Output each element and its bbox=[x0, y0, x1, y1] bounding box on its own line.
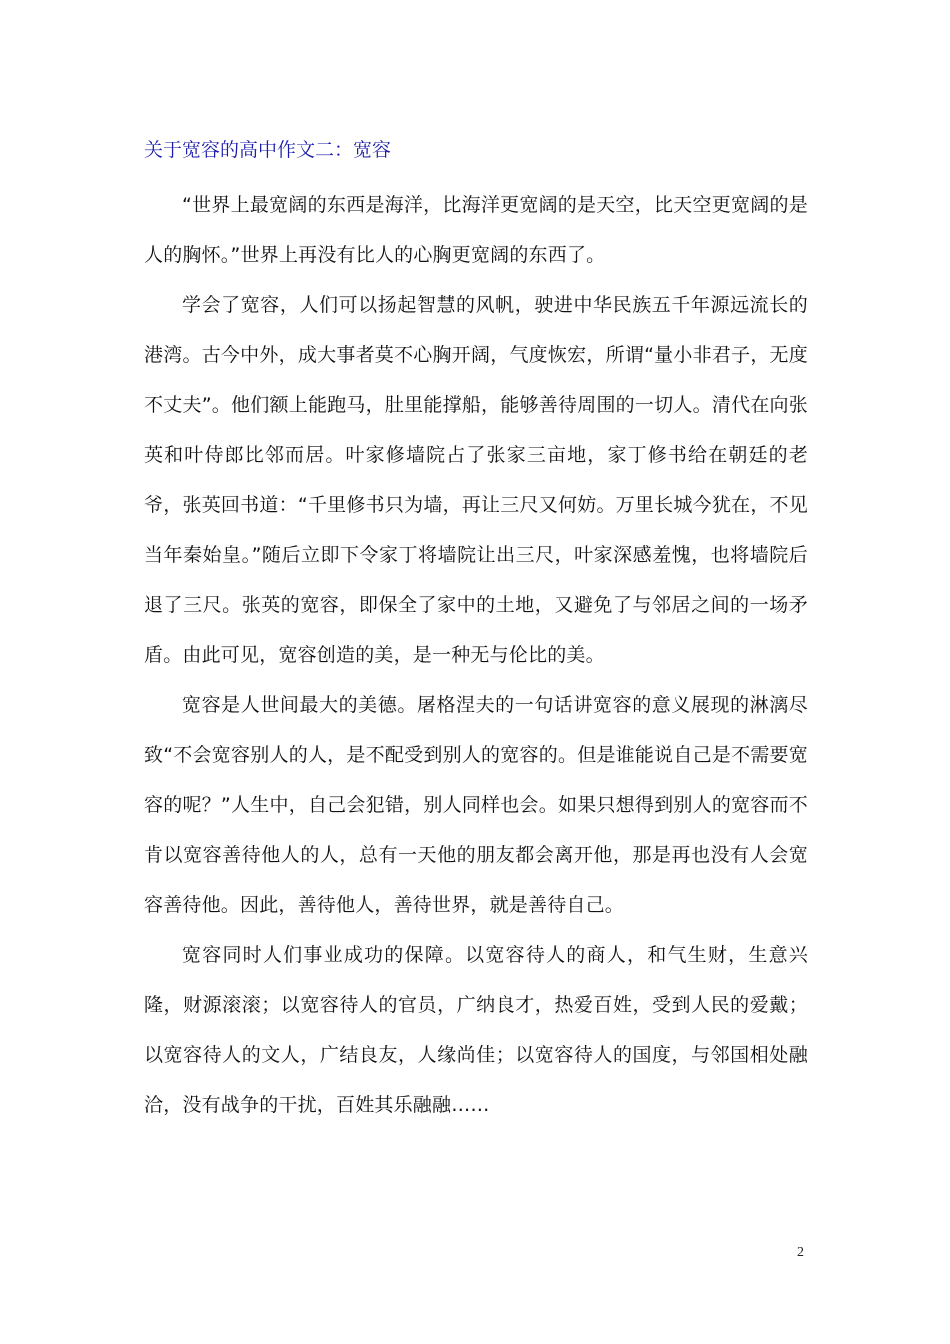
paragraph-4: 宽容同时人们事业成功的保障。以宽容待人的商人，和气生财，生意兴隆，财源滚滚；以宽容待人的官员，广纳良才，热爱百姓，受到人民的爱戴；以宽容待人的文人，广结良友，人缘尚佳；以宽容待人的国度，与邻国相处融洽，没有战争的干扰，百姓其乐融融…… bbox=[144, 944, 808, 1116]
page-number: 2 bbox=[797, 1245, 804, 1260]
document-body bbox=[144, 130, 808, 1130]
paragraph-1: “世界上最宽阔的东西是海洋，比海洋更宽阔的是天空，比天空更宽阔的是人的胸怀。”世界上再没有比人的心胸更宽阔的东西了。 bbox=[144, 194, 808, 266]
paragraph-3: 宽容是人世间最大的美德。屠格涅夫的一句话讲宽容的意义展现的淋漓尽致“不会宽容别人的人，是不配受到别人的宽容的。但是谁能说自己是不需要宽容的呢？”人生中，自己会犯错，别人同样也会。如果只想得到别人的宽容而不肯以宽容善待他人的人，总有一天他的朋友都会离开他，那是再也没有人会宽容善待他。因此，善待他人，善待世界，就是善待自己。 bbox=[144, 694, 808, 916]
essay-title: 关于宽容的高中作文二：宽容 bbox=[144, 139, 392, 161]
paragraph-2: 学会了宽容，人们可以扬起智慧的风帆，驶进中华民族五千年源远流长的港湾。古今中外，成大事者莫不心胸开阔，气度恢宏，所谓“量小非君子，无度不丈夫”。他们额上能跑马，肚里能撑船，能够善待周围的一切人。清代在向张英和叶侍郎比邻而居。叶家修墙院占了张家三亩地，家丁修书给在朝廷的老爷，张英回书道：“千里修书只为墙，再让三尺又何妨。万里长城今犹在，不见当年秦始皇。”随后立即下令家丁将墙院让出三尺，叶家深感羞愧，也将墙院后退了三尺。张英的宽容，即保全了家中的土地，又避免了与邻居之间的一场矛盾。由此可见，宽容创造的美，是一种无与伦比的美。 bbox=[144, 294, 808, 666]
